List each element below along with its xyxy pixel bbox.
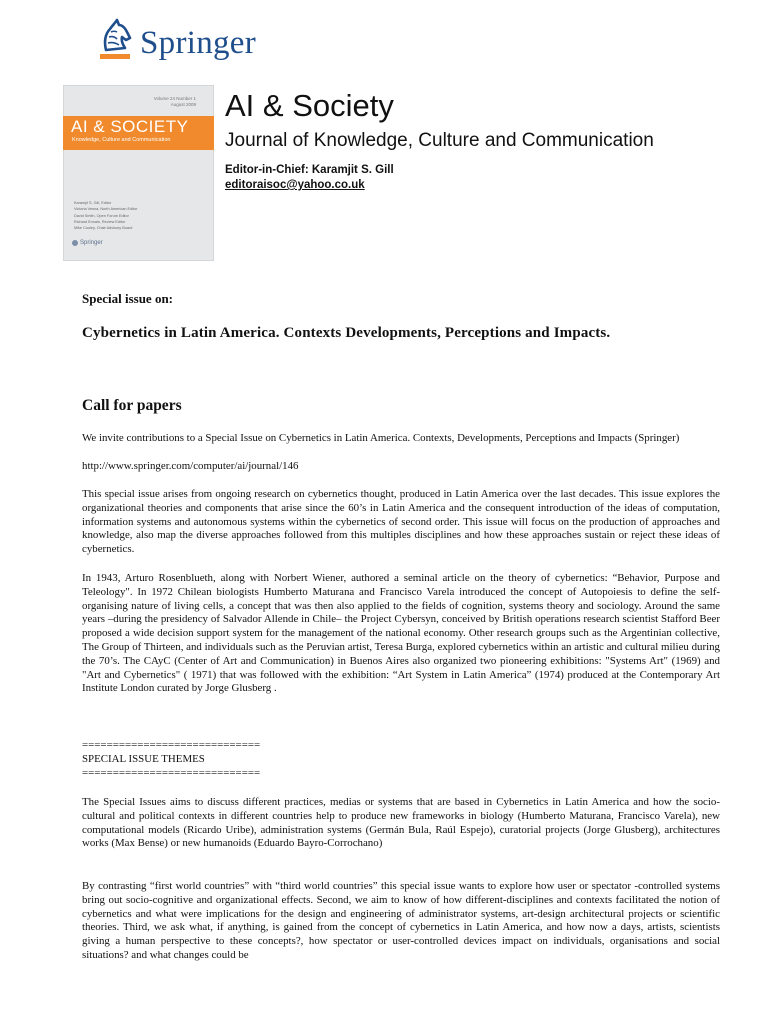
editor-in-chief: Editor-in-Chief: Karamjit S. Gill	[225, 164, 394, 176]
journal-url-link[interactable]: http://www.springer.com/computer/ai/journal/146	[82, 460, 299, 472]
call-for-papers-heading: Call for papers	[82, 397, 182, 414]
paragraph-1: This special issue arises from ongoing research on cybernetics thought, produced in Latin America over the last decades. This issue explores the organizational theories and components that arise since the 60’s in Latin America and the consequent introduction of the ideas of computation, information systems and autonomous systems within the cybernetics of second order. This issue will focus on the production of approaches and knowledge, also map the diverse approaches followed from this multiples disciplines and how these approaches sustain or reject these ideas of cybernetics.	[82, 488, 720, 556]
divider-top: =============================	[82, 739, 261, 751]
journal-subtitle: Journal of Knowledge, Culture and Communication	[225, 130, 654, 151]
paragraph-2: In 1943, Arturo Rosenblueth, along with Norbert Wiener, authored a seminal article on the theory of cybernetics: “Behavior, Purpose and Teleology". In 1972 Chilean biologists Humberto Maturana and Francisco Varela introduced the concept of Autopoiesis to define the self-organising nature of living cells, a concept that was then also applied to the fields of cognition, systems theory and sociology. Around the same years –during the presidency of Salvador Allende in Chile– the Project Cybersyn, conceived by British operations research scientist Stafford Beer proposed a wide decision support system for the management of the national economy. Other research groups such as the Argentinian collective, The Group of Thirteen, and individuals such as the Peruvian artist, Teresa Burga, explored cybernetics within an artistic and cultural milieu during the 70’s. The CAyC (Center of Art and Communication) in Buenos Aires also organized two pioneering exhibitions: "Systems Art" (1969) and "Art and Cybernetics" ( 1971) that was followed with the exhibition: “Art System in Latin America” (1974) produced at the Contemporary Art Institute London curated by Jorge Glusberg .	[82, 572, 720, 695]
cover-editors: Karamjit S. Gill, Editor Victoria Vesna, North American Editor David Smith, Open Forum Editor Richard Ennals, Review Editor Mike Cooley, Chair Advisory Board	[74, 201, 138, 231]
editor-email-link[interactable]: editoraisoc@yahoo.co.uk	[225, 179, 365, 191]
publisher-name: Springer	[140, 25, 257, 61]
paragraph-4: By contrasting “first world countries” with “third world countries” this special issue wants to explore how user or spectator -controlled systems bring out socio-cognitive and organizational effects. Second, we aim to know of how different-disciplines and contexts facilitated the notion of cybernetics and what were implications for the design and engineering of administrator systems, art-design architectural projects or scientific theories. Third, we ask what, if anything, is gained from the concept of cybernetics in Latin America, and how now a days, artists, scientists giving a human perspective to these concepts?, how spectator or user-controlled devices impact on individuals, organisations and social situations? and what changes could be	[82, 880, 720, 961]
cover-title: AI & SOCIETY	[71, 117, 189, 136]
special-issue-title: Cybernetics in Latin America. Contexts Developments, Perceptions and Impacts.	[82, 325, 611, 341]
paragraph-3: The Special Issues aims to discuss different practices, medias or systems that are based in Cybernetics in Latin America and how the socio-cultural and political contexts in different countries help to produce new frameworks in biology (Humberto Maturana, Francisco Varela), new computational models (Ricardo Uribe), administration systems (Germán Bula, Raúl Espejo), curatorial projects (Jorge Glusberg), architectures works (Max Bense) or new humanoids (Eduardo Bayro-Corrochano)	[82, 796, 720, 850]
cover-title-band	[63, 116, 214, 150]
springer-mini-icon	[72, 240, 78, 246]
springer-horse-icon	[94, 18, 134, 62]
themes-heading: SPECIAL ISSUE THEMES	[82, 753, 205, 765]
springer-logo	[94, 18, 256, 62]
intro-paragraph: We invite contributions to a Special Issue on Cybernetics in Latin America. Contexts, Developments, Perceptions and Impacts (Springer)	[82, 432, 680, 444]
divider-bottom: =============================	[82, 767, 261, 779]
journal-title: AI & Society	[225, 88, 394, 123]
cover-subtitle: Knowledge, Culture and Communication	[72, 137, 171, 143]
cover-publisher: Springer	[72, 240, 103, 246]
cover-volume: Volume 24 Number 1 August 2009	[153, 96, 196, 107]
journal-cover-image	[63, 85, 214, 261]
special-issue-label: Special issue on:	[82, 291, 174, 306]
